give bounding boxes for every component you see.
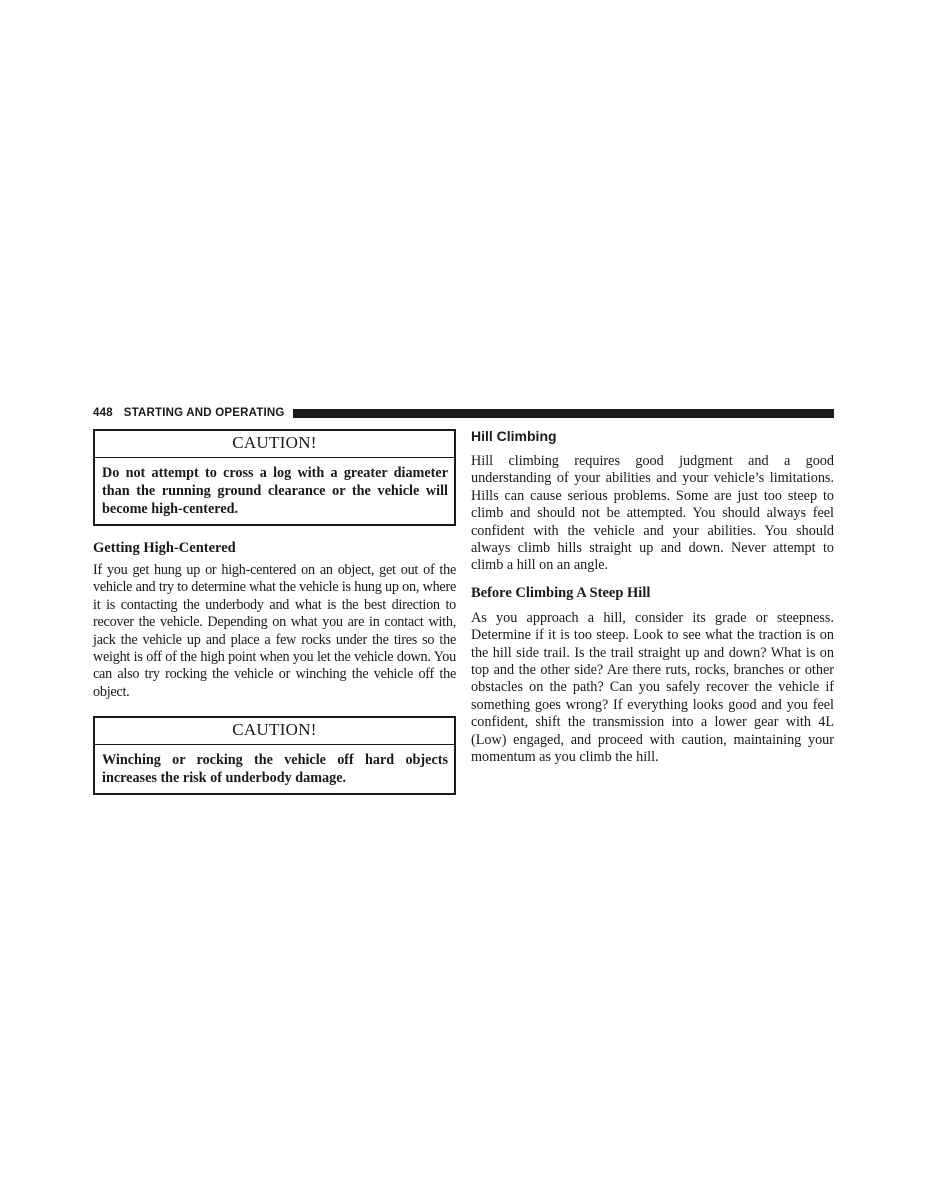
caution-title: CAUTION! xyxy=(95,718,454,745)
section-title: STARTING AND OPERATING xyxy=(123,407,285,419)
heading-getting-high-centered: Getting High-Centered xyxy=(93,540,236,556)
header-rule xyxy=(293,409,834,418)
heading-before-climbing: Before Climbing A Steep Hill xyxy=(471,584,651,601)
paragraph-getting-high-centered: If you get hung up or high-centered on an object, get out of the vehicle and try to determine what the vehicle is hung up on, where it is contacting the underbody and what is the best direction to recover the vehicle. Depending on what you are in contact with, jack the vehicle up and place a few rocks under the tires so the weight is off of the high point when you let the vehicle down. You can also try rocking the vehicle or winching the vehicle off the object. xyxy=(93,562,456,700)
paragraph-before-climbing: As you approach a hill, consider its grade or steepness. Determine if it is too steep. Look to see what the traction is on the hill side trail. Is the trail straight up and down? What is on top and the other side? Are there ruts, rocks, branches or other obstacles on the path? Can you safely recover the vehicle if something goes wrong? If everything looks good and you feel confident, shift the transmission into a lower gear with 4L (Low) engaged, and proceed with caution, maintaining your momentum as you climb the hill. xyxy=(471,609,834,766)
caution-box-winching xyxy=(93,716,456,795)
heading-hill-climbing: Hill Climbing xyxy=(471,428,557,444)
page-header xyxy=(93,405,834,421)
paragraph-hill-climbing: Hill climbing requires good judgment and a good understanding of your abilities and your vehicle’s limitations. Hills can cause serious problems. Some are just too steep to climb and should not be attempted. You should always feel confident with the vehicle and your abilities. You should always climb hills straight up and down. Never attempt to climb a hill on an angle. xyxy=(471,453,834,574)
caution-text: Winching or rocking the vehicle off hard objects increases the risk of underbody damage. xyxy=(102,752,448,787)
caution-box-log xyxy=(93,429,456,526)
caution-text: Do not attempt to cross a log with a greater diameter than the running ground clearance or the vehicle will become high-centered. xyxy=(102,465,448,517)
left-column xyxy=(93,429,456,795)
right-column xyxy=(471,426,834,767)
page-number: 448 xyxy=(93,407,113,419)
caution-title: CAUTION! xyxy=(95,431,454,458)
